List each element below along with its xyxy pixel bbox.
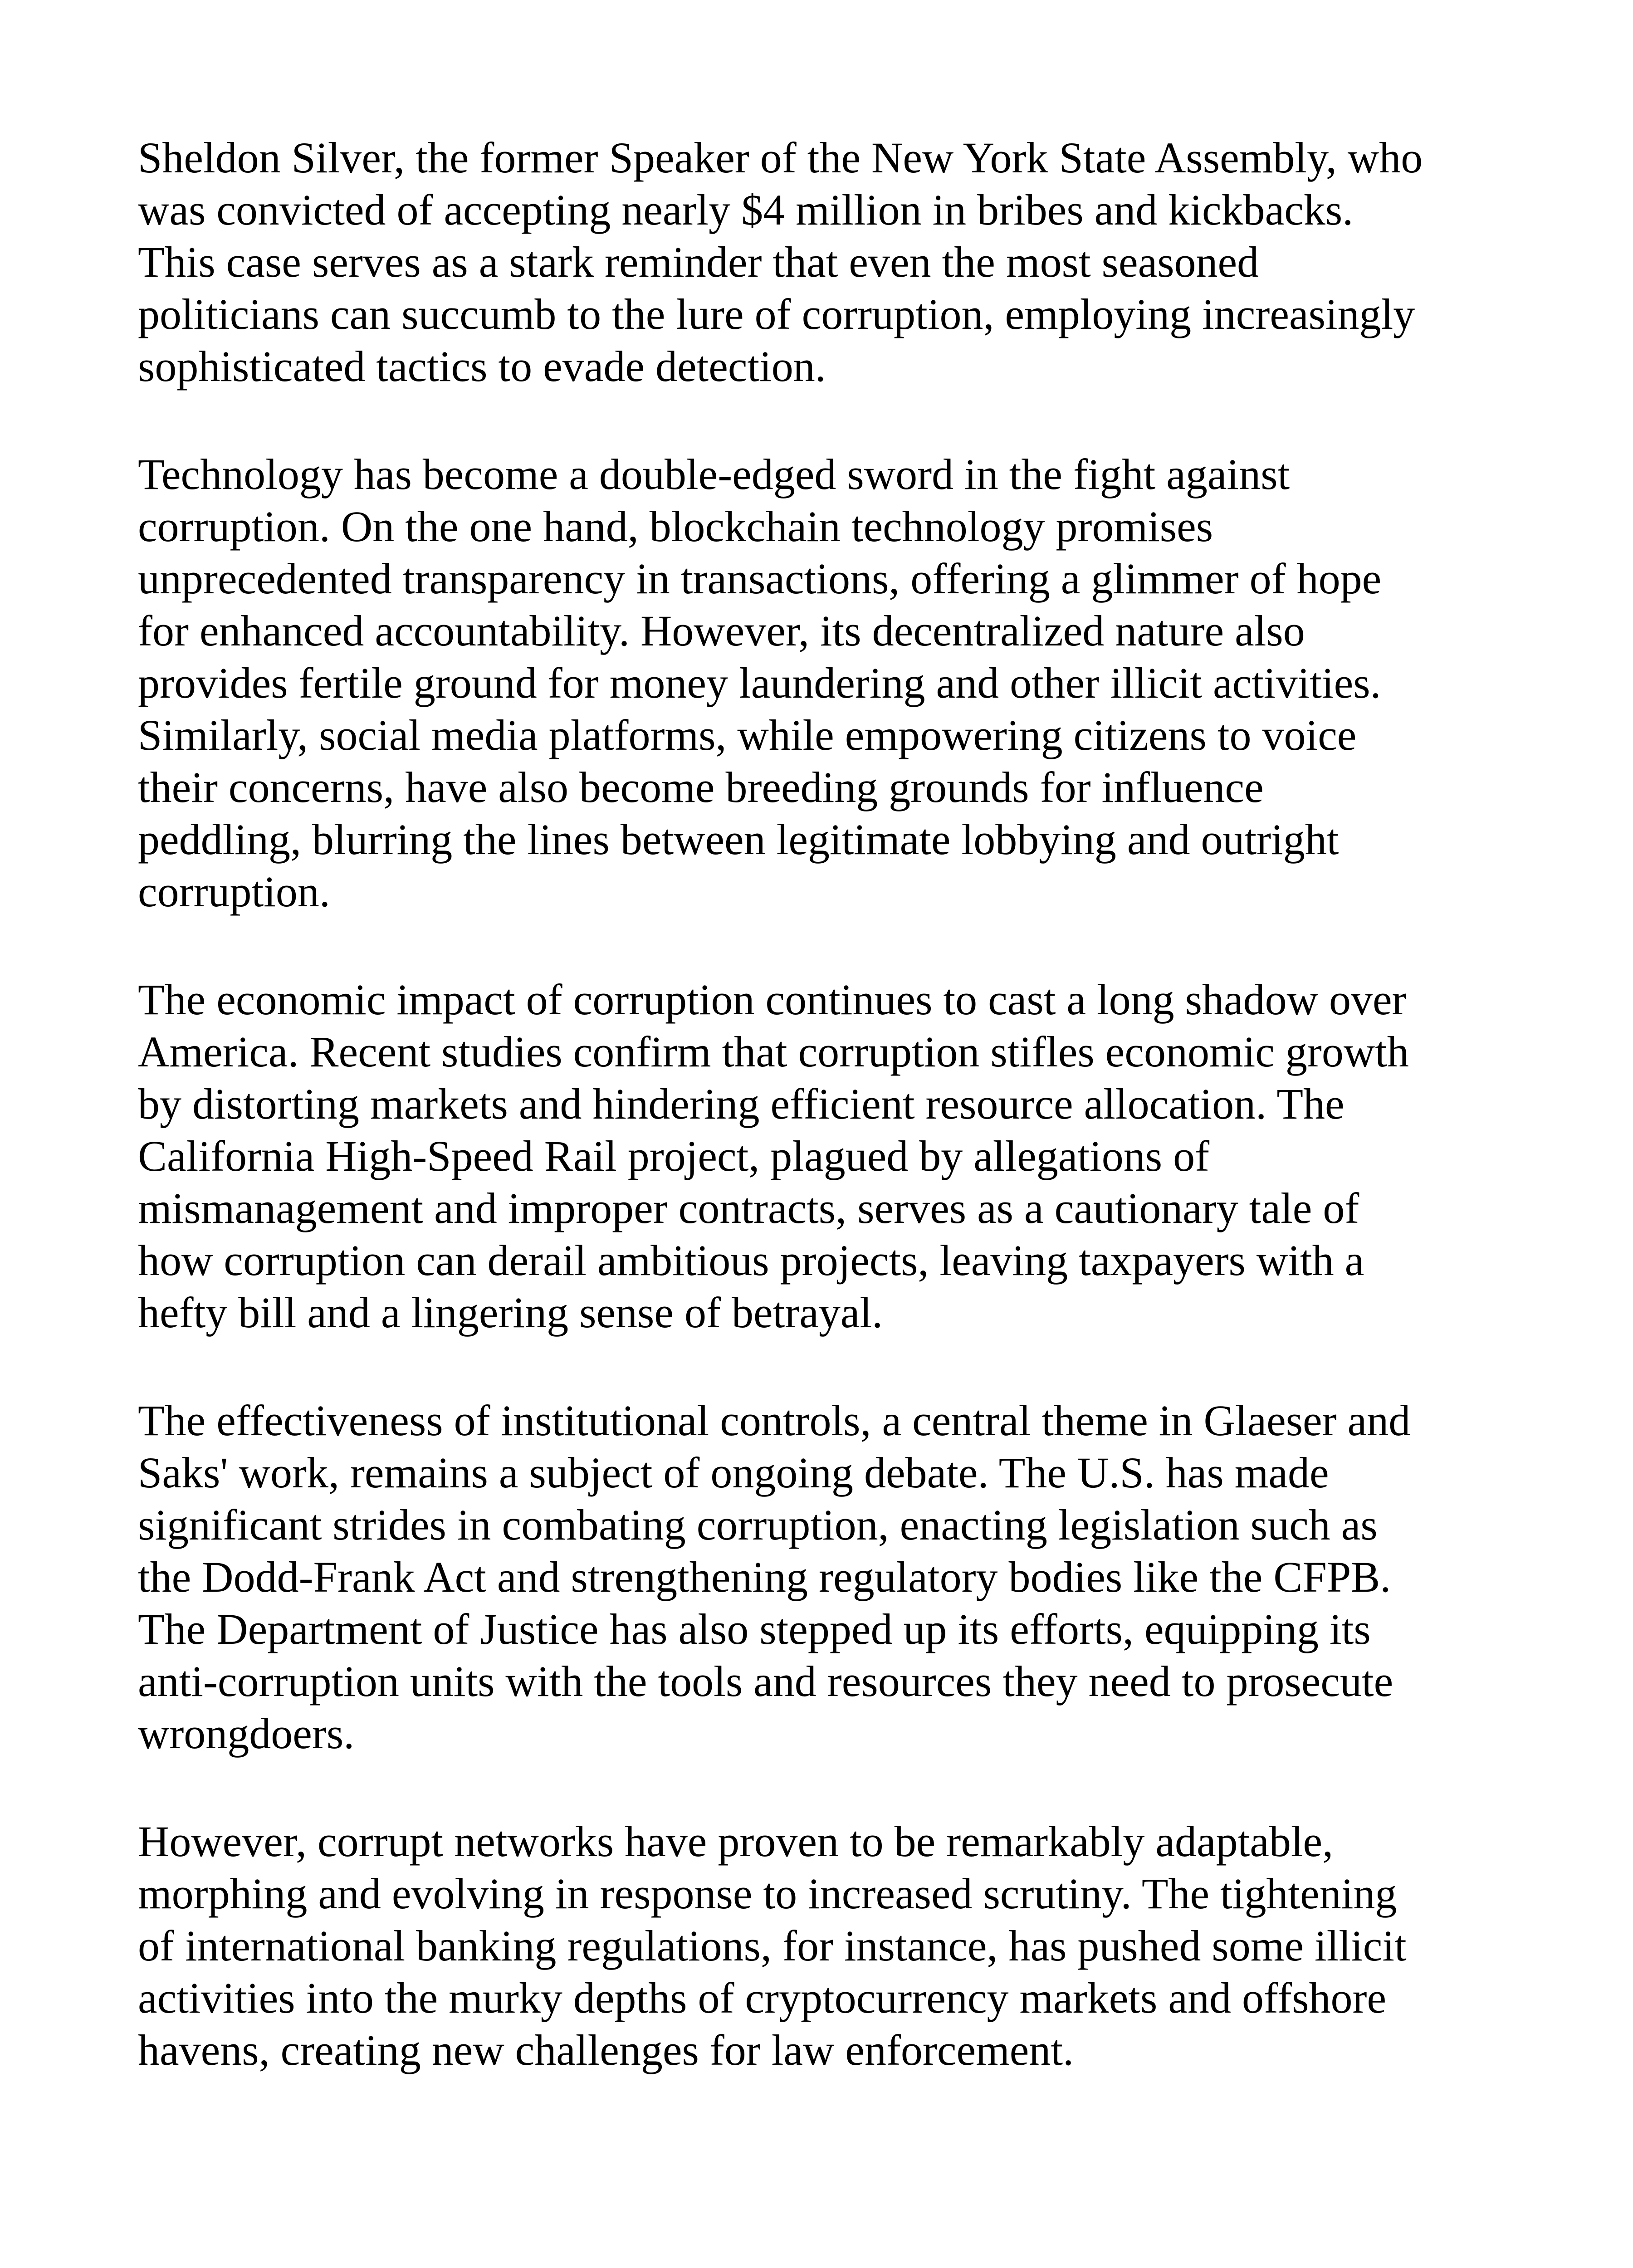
body-text [138, 132, 1435, 2132]
paragraph-economic-impact: The economic impact of corruption continues to cast a long shadow over America. Recent studies confirm that corruption stifles economic growth by distorting markets and hindering efficient resource allocation. The California High-Speed Rail project, plagued by allegations of mismanagement and improper contracts, serves as a cautionary tale of how corruption can derail ambitious projects, leaving taxpayers with a hefty bill and a lingering sense of betrayal. [138, 975, 1409, 1337]
paragraph-corrupt-networks: However, corrupt networks have proven to be remarkably adaptable, morphing and evolving in response to increased scrutiny. The tightening of international banking regulations, for instance, has pushed some illicit activities into the murky depths of cryptocurrency markets and offshore havens, creating new challenges for law enforcement. [138, 1817, 1407, 2074]
paragraph-institutional-controls: The effectiveness of institutional controls, a central theme in Glaeser and Saks' work, remains a subject of ongoing debate. The U.S. has made significant strides in combating corruption, enacting legislation such as the Dodd-Frank Act and strengthening regulatory bodies like the CFPB. The Department of Justice has also stepped up its efforts, equipping its anti-corruption units with the tools and resources they need to prosecute wrongdoers. [138, 1396, 1411, 1758]
paragraph-sheldon-silver: Sheldon Silver, the former Speaker of the New York State Assembly, who was convicted of accepting nearly $4 million in bribes and kickbacks. This case serves as a stark reminder that even the most seasoned politicians can succumb to the lure of corruption, employing increasingly sophisticated tactics to evade detection. [138, 133, 1423, 391]
paragraph-technology: Technology has become a double-edged sword in the fight against corruption. On the one hand, blockchain technology promises unprecedented transparency in transactions, offering a glimmer of hope for enhanced accountability. However, its decentralized nature also provides fertile ground for money laundering and other illicit activities. Similarly, social media platforms, while empowering citizens to voice their concerns, have also become breeding grounds for influence peddling, blurring the lines between legitimate lobbying and outright corruption. [138, 450, 1382, 916]
